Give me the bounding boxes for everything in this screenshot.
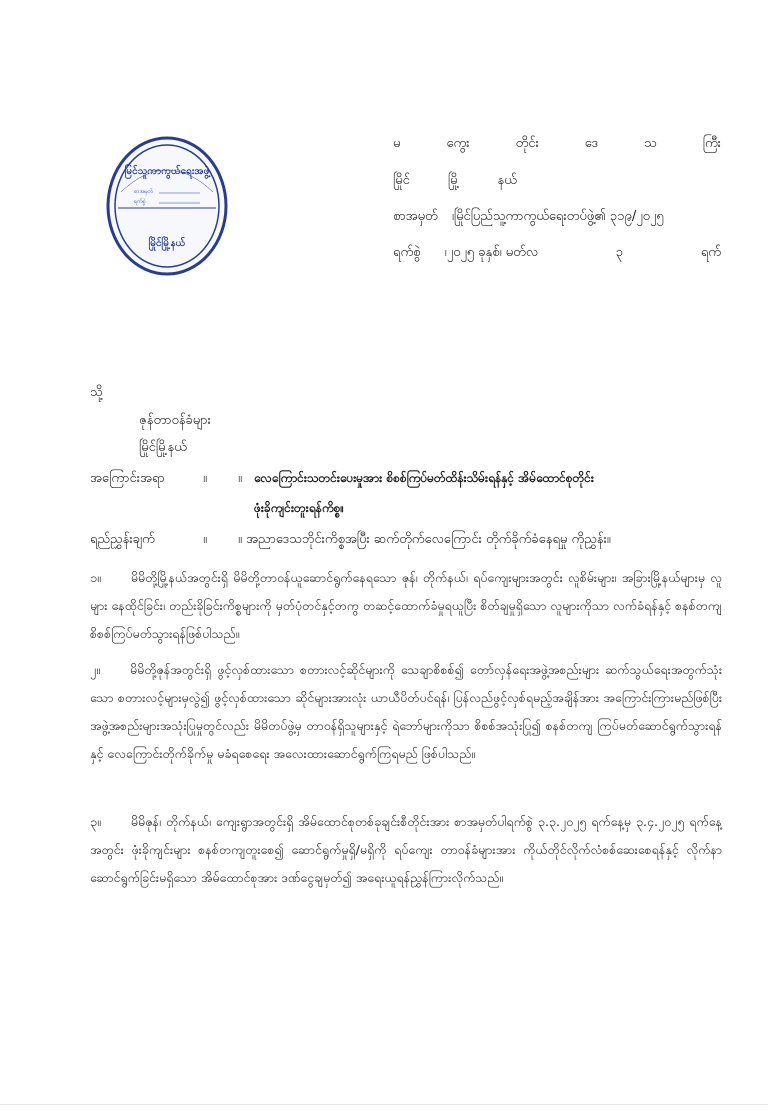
seal-date-label: ရက်စွဲ <box>134 199 146 205</box>
seal-org-name: မြင်သူကာကွယ်ရေးအဖွဲ့ <box>124 166 210 177</box>
paragraph-text: မိမိဇုန်၊ တိုက်နယ်၊ ကျေးရွာအတွင်းရှိ အိမ်ထောင်စုတစ်ခုချင်းစီတိုင်းအား စာအမှတ်ပါရက်စွဲ ၃.၃.၂၀၂၅ ရက်နေ့မှ ၃.၄.၂၀၂၅ ရက်နေ့အတွင်း ဖုံးခိုကျင်းများ စနစ်တကျတူးစေ၍ ဆောင်ရွက်မှုရှိ/မရှိကို ရပ်ကျေး တာဝန်ခံများအား ကိုယ်တိုင်လိုက်လံစစ်ဆေးစေရန်နှင့် လိုက်နာဆောင်ရွက်ခြင်းမရှိသော အိမ်ထောင်စုအား ဒဏ်ငွေချမှတ်၍ အရေးယူရန်ညွှန်ကြားလိုက်သည်။ <box>90 814 722 885</box>
seal-graphic <box>104 134 230 278</box>
date-label: ရက်စွဲ <box>393 245 421 260</box>
paragraph-text: မိမိတို့မြို့နယ်အတွင်းရှိ မိမိတို့တာဝန်ယူဆောင်ရွက်နေရသော ဇုန်၊ တိုက်နယ်၊ ရပ်ကျေးများအတွင်း လူစိမ်းများ၊ အခြားမြို့နယ်များမှ လူများ နေထိုင်ခြင်း၊ တည်းခိုခြင်းကိစ္စများကို မှတ်ပုံတင်နှင့်တကွ တဆင့်ထောက်ခံမှုရယူပြီး စိတ်ချမှုရှိသော လူများကိုသာ လက်ခံရန်နှင့် စနစ်တကျ စိစစ်ကြပ်မတ်သွားရန်ဖြစ်ပါသည်။ <box>90 570 722 641</box>
township-word: နယ် <box>497 173 517 188</box>
subject-line-2: ဖုံးခိုကျင်းတူးရန်ကိစ္စ။ <box>254 501 344 515</box>
date-day: ၃ <box>615 245 624 260</box>
subject-separator: ။ <box>203 471 207 486</box>
header-date <box>393 244 721 263</box>
reference-separator: ။ <box>203 532 207 547</box>
region-word: တိုင်း <box>515 136 539 151</box>
header-reference-number <box>393 208 664 227</box>
recipient-to: သို့ <box>90 385 103 400</box>
page-bottom-divider <box>0 1104 768 1105</box>
region-word: ကြီး <box>702 136 721 151</box>
seal-ref-label: စာအမှတ် <box>134 189 153 195</box>
paragraph-1 <box>90 564 722 648</box>
paragraph-text: မိမိတို့ဇုန်အတွင်းရှိ ဖွင့်လှစ်ထားသော စတားလင့်ဆိုင်များကို သေချာစိစစ်၍ တော်လှန်ရေးအဖွဲ့အစည်းများ ဆက်သွယ်ရေးအတွက်သုံးသော စတားလင့်များမှလွဲ၍ ဖွင့်လှစ်ထားသော ဆိုင်များအားလုံး ယာယီပိတ်ပင်ရန်၊ ပြန်လည်ဖွင့်လှစ်ရမည့်အချိန်အား အကြောင်းကြားမည်ဖြစ်ပြီး အဖွဲ့အစည်းများအသုံးပြုမှုတွင်လည်း မိမိတပ်ဖွဲ့မှ တာဝန်ရှိသူများနှင့် ရဲဘော်များကိုသာ စိစစ်အသုံးပြု၍ စနစ်တကျ ကြပ်မတ်ဆောင်ရွက်သွားရန်နှင့် လေကြောင်းတိုက်ခိုက်မှု မခံရစေရေး အလေးထားဆောင်ရွက်ကြရမည် ဖြစ်ပါသည်။ <box>90 662 722 761</box>
reference-text: ။ အညာဒေသဘိုင်းကိစ္စအပြီး ဆက်တိုက်လေကြောင်း တိုက်ခိုက်ခံနေရမှု ကိုညွှန်း။ <box>238 532 611 547</box>
paragraph-number: ၃။ <box>90 814 101 829</box>
region-word: ကွေး <box>446 136 470 151</box>
subject-separator-2: ။ <box>238 471 242 486</box>
reference-label: ရည်ညွှန်းချက် <box>90 532 155 547</box>
date-suffix: ရက် <box>700 245 721 260</box>
ref-label: စာအမှတ် <box>393 209 438 224</box>
seal-township: မြိုင်မြို့နယ် <box>148 238 186 249</box>
township-word: မြိုင် <box>393 173 410 188</box>
region-word: မ <box>393 136 401 151</box>
region-word: သ <box>644 136 657 151</box>
paragraph-number: ၂။ <box>90 662 100 677</box>
subject-label: အကြောင်းအရာ <box>90 471 165 486</box>
paragraph-number: ၁။ <box>90 570 101 585</box>
region-word: ဒေ <box>584 136 599 151</box>
header-township-line <box>393 172 721 191</box>
date-value: ၊၂၀၂၅ ခုနှစ်၊ မတ်လ <box>444 245 539 260</box>
recipient-line-2: မြိုင်မြို့နယ် <box>139 440 187 455</box>
ref-value: ၊မြိုင်ပြည်သူ့ကာကွယ်ရေးတပ်ဖွဲ့၏ ၃၁၉/၂၀၂၅ <box>451 209 664 224</box>
organization-seal <box>104 134 230 278</box>
paragraph-3 <box>90 808 722 892</box>
township-word: မြို့ <box>447 173 460 188</box>
recipient-line-1: ဇုန်တာဝန်ခံများ <box>139 413 211 428</box>
paragraph-2 <box>90 656 722 768</box>
header-region-line <box>393 135 721 154</box>
subject-line-1: လေကြောင်းသတင်းပေးမှုအား စိစစ်ကြပ်မတ်ထိန်းသိမ်းရန်နှင့် အိမ်ထောင်စုတိုင်း <box>254 471 594 485</box>
